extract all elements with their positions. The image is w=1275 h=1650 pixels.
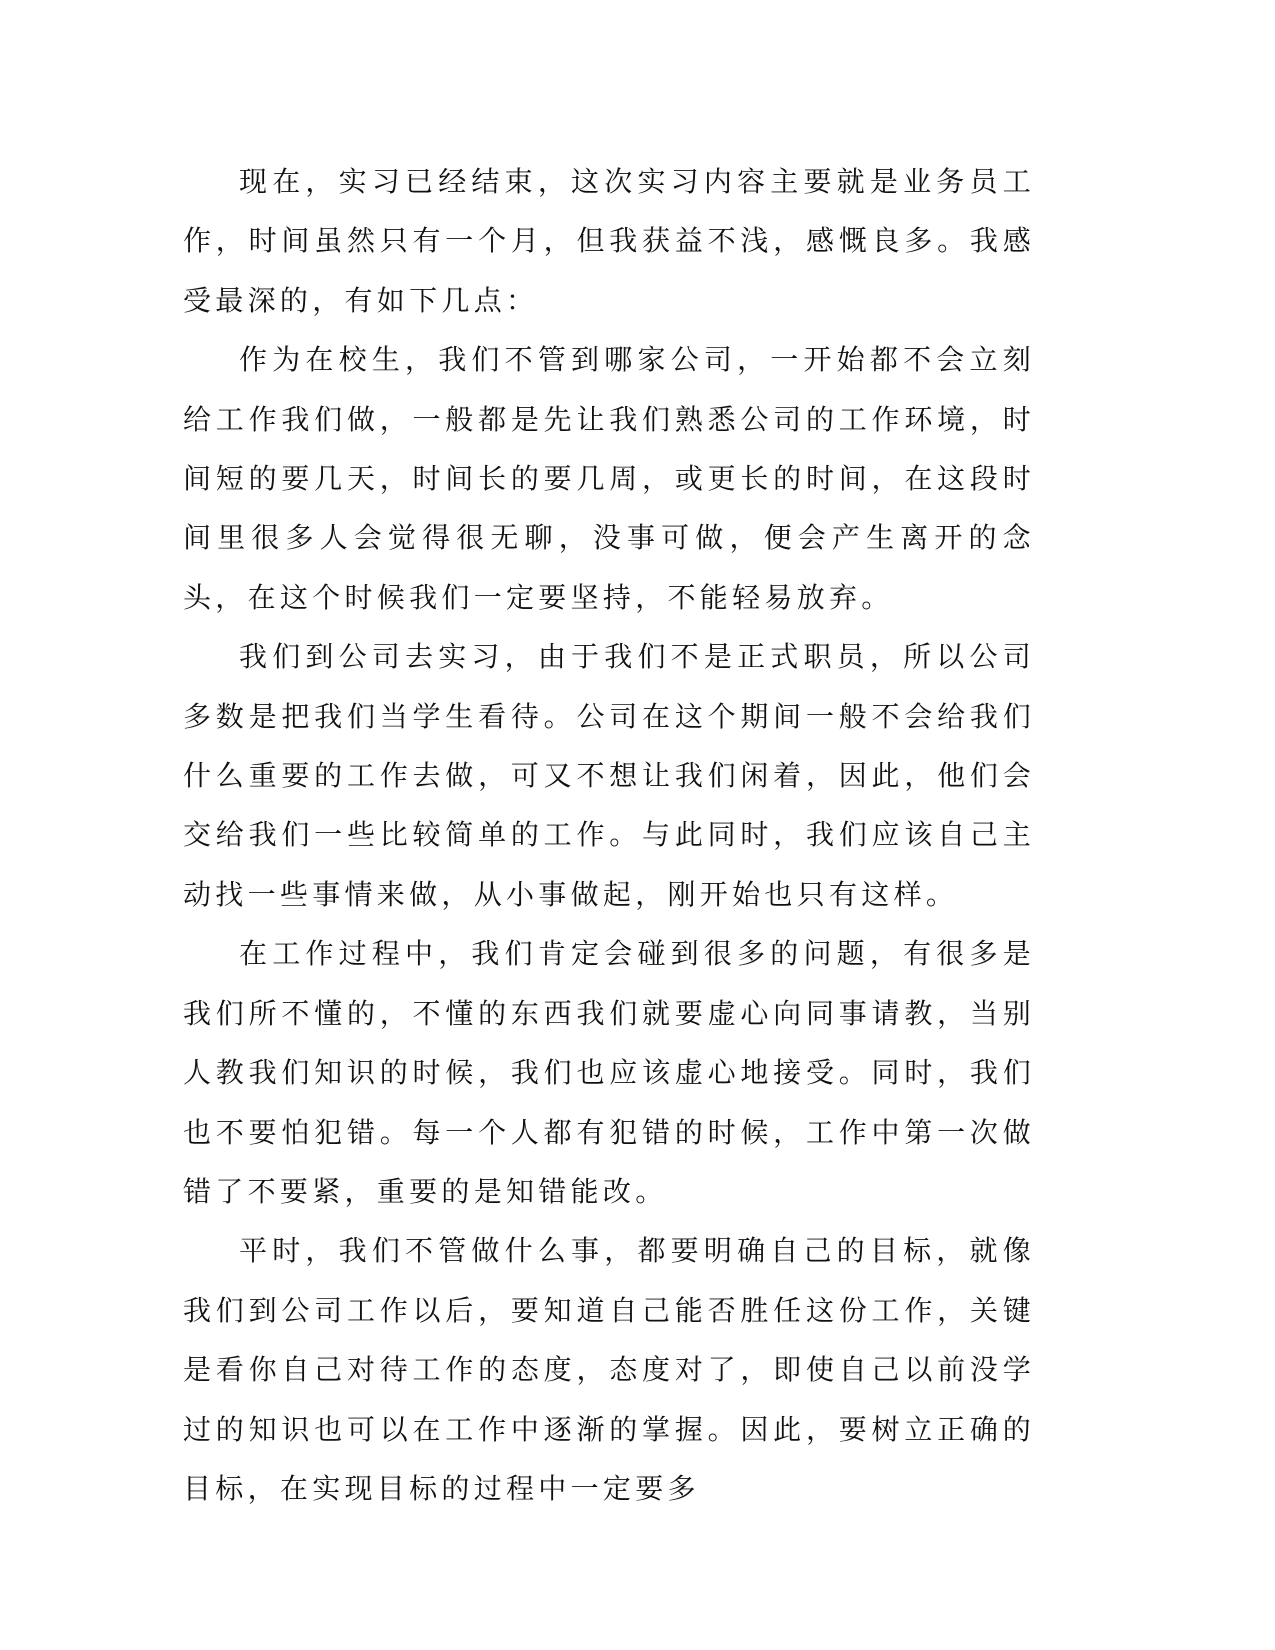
paragraph-2: 作为在校生，我们不管到哪家公司，一开始都不会立刻给工作我们做，一般都是先让我们熟悉公司的工作环境，时间短的要几天，时间长的要几周，或更长的时间，在这段时间里很多人会觉得很无聊，没事可做，便会产生离开的念头，在这个时候我们一定要坚持，不能轻易放弃。	[183, 343, 1035, 614]
paragraph-3: 我们到公司去实习，由于我们不是正式职员，所以公司多数是把我们当学生看待。公司在这个期间一般不会给我们什么重要的工作去做，可又不想让我们闲着，因此，他们会交给我们一些比较简单的工作。与此同时，我们应该自己主动找一些事情来做，从小事做起，刚开始也只有这样。	[183, 640, 1035, 911]
paragraph-1: 现在，实习已经结束，这次实习内容主要就是业务员工作，时间虽然只有一个月，但我获益不浅，感慨良多。我感受最深的，有如下几点：	[183, 165, 1035, 317]
paragraph-4: 在工作过程中，我们肯定会碰到很多的问题，有很多是我们所不懂的，不懂的东西我们就要虚心向同事请教，当别人教我们知识的时候，我们也应该虚心地接受。同时，我们也不要怕犯错。每一个人都有犯错的时候，工作中第一次做错了不要紧，重要的是知错能改。	[183, 937, 1035, 1208]
paragraph-5: 平时，我们不管做什么事，都要明确自己的目标，就像我们到公司工作以后，要知道自己能否胜任这份工作，关键是看你自己对待工作的态度，态度对了，即使自己以前没学过的知识也可以在工作中逐渐的掌握。因此，要树立正确的目标，在实现目标的过程中一定要多	[183, 1234, 1035, 1505]
document-body	[183, 152, 1035, 1518]
